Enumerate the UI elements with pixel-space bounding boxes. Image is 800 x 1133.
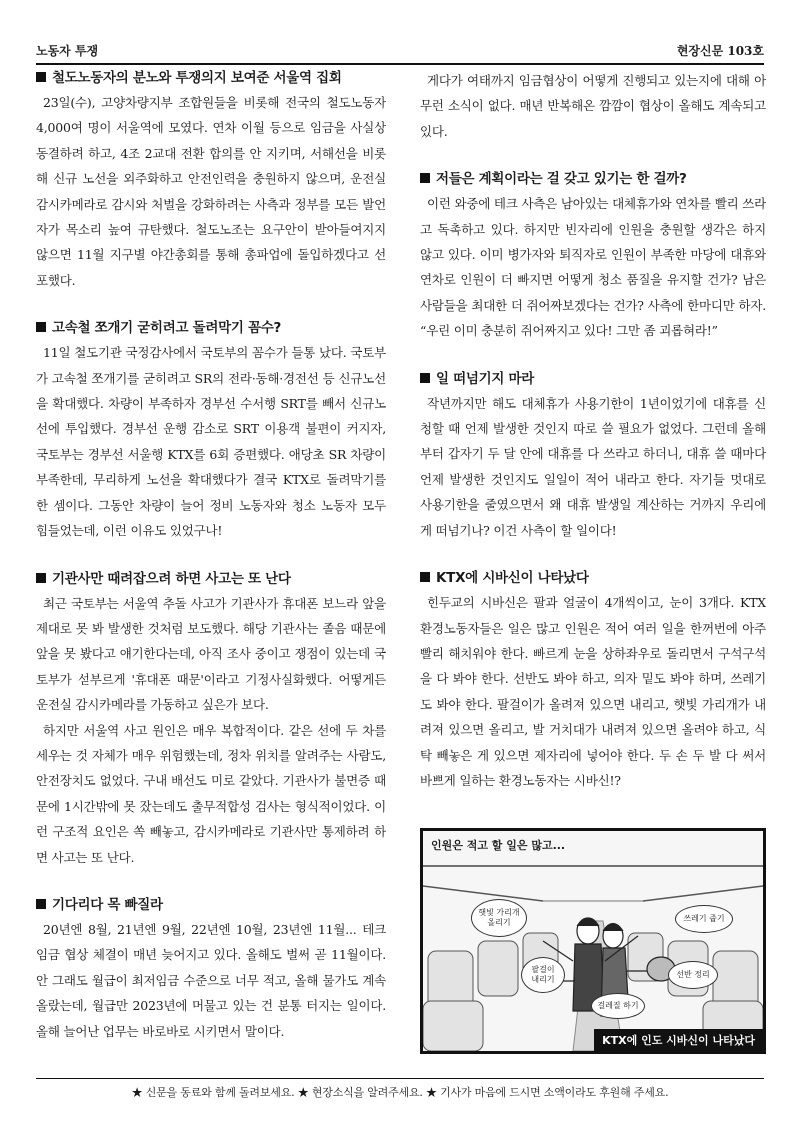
square-bullet-icon (420, 373, 430, 383)
speech-bubble: 팔걸이 내리기 (521, 957, 565, 993)
article-body (420, 391, 766, 543)
square-bullet-icon (36, 72, 46, 82)
paragraph: 23일(수), 고양차량지부 조합원들을 비롯해 전국의 철도노동자 4,000여 명이 서울역에 모였다. 연차 이월 등으로 임금을 사실상 동결하려 하고, 4조 2교대 전환 합의를 안 지키며, 서해선을 비롯해 신규 노선을 외주화하고 안전인력을 충원하지 않으며, 운전실 감시카메라로 감시와 처벌을 강화하려는 사측과 정부를 모든 발언자가 목소리 높여 규탄했다. 철도노조는 요구안이 받아들여지지 않으면 11월 지구별 야간총회를 통해 총파업에 돌입하겠다고 선포했다. (36, 95, 386, 288)
article-body (420, 191, 766, 343)
cartoon-bottom-caption: KTX에 인도 시바신이 나타났다 (594, 1029, 763, 1051)
square-bullet-icon (36, 573, 46, 583)
left-column (36, 68, 386, 1044)
paragraph: 힌두교의 시바신은 팔과 얼굴이 4개씩이고, 눈이 3개다. KTX 환경노동자들은 일은 많고 인원은 적어 여러 일을 한꺼번에 아주 빨리 해치워야 한다. 빠르게 눈을 상하좌우로 돌리면서 구석구석을 다 봐야 한다. 선반도 봐야 하고, 의자 밑도 봐야 하며, 쓰레기도 봐야 한다. 팔걸이가 올려져 있으면 내리고, 햇빛 가리개가 내려져 있으면 올리고, 발 거치대가 내려져 있으면 올려야 하고, 식탁 빼놓은 게 있으면 제자리에 넣어야 한다. 두 손 두 발 다 써서 바쁘게 일하는 환경노동자는 시바신!? (420, 595, 766, 788)
square-bullet-icon (420, 173, 430, 183)
article-body (36, 917, 386, 1044)
article-heading: 기다리다 목 빠질라 (36, 895, 386, 915)
paragraph: 20년엔 8월, 21년엔 9월, 22년엔 10월, 23년엔 11월... 테크 임금 협상 체결이 매년 늦어지고 있다. 올해도 벌써 곧 11월이다. 안 그래도 월급이 최저임금 수준으로 너무 적고, 올해 물가도 계속 올랐는데, 월급만 2023년에 머물고 있는 건 분통 터지는 일이다. 올해 늘어난 업무는 바로바로 시키면서 말이다. (36, 921, 386, 1039)
speech-bubble: 걸레질 하기 (591, 993, 645, 1019)
article-rally (36, 68, 386, 293)
article-heading: 철도노동자의 분노와 투쟁의지 보여준 서울역 집회 (36, 68, 386, 88)
paragraph: 게다가 여태까지 임금협상이 어떻게 진행되고 있는지에 대해 아무런 소식이 없다. 매년 반복해온 깜깜이 협상이 올해도 계속되고 있다. (420, 73, 766, 139)
page-footer (36, 1078, 764, 1100)
square-bullet-icon (36, 322, 46, 332)
article-heading: 고속철 쪼개기 굳히려고 돌려막기 꼼수? (36, 318, 386, 338)
paragraph: 작년까지만 해도 대체휴가 사용기한이 1년이었기에 대휴를 신청할 때 언제 발생한 것인지 따로 쓸 필요가 없었다. 그런데 올해부터 갑자기 두 달 안에 대휴를 다 쓰라고 하더니, 대휴 쓸 때마다 언제 발생한 것인지도 일일이 적어 내라고 한다. 자기들 멋대로 사용기한을 줄였으면서 왜 대휴 발생일 계산하는 거까지 우리에게 떠넘기나? 이건 사측이 할 일이다! (420, 395, 766, 538)
section-label: 노동자 투쟁 (36, 44, 99, 58)
square-bullet-icon (36, 899, 46, 909)
article-no-shifting-work (420, 369, 766, 543)
page-header (36, 36, 764, 66)
cartoon-top-caption: 인원은 적고 할 일은 많고... (431, 839, 566, 852)
speech-bubble: 햇빛 가리개 올리기 (471, 899, 527, 937)
article-body (36, 340, 386, 543)
article-engineer-accident (36, 569, 386, 870)
article-body (420, 590, 766, 793)
article-plan (420, 169, 766, 343)
paragraph: 하지만 서울역 사고 원인은 매우 복합적이다. 같은 선에 두 차를 세우는 것 자체가 매우 위험했는데, 정차 위치를 알려주는 사람도, 안전장치도 없었다. 구내 배선도 미로 같았다. 기관사가 불면증 때문에 1시간밖에 못 잤는데도 출무적합성 검사는 형식적이었다. 이런 구조적 요인은 쏙 빼놓고, 감시카메라로 기관사만 통제하려 하면 사고는 또 난다. (36, 722, 386, 865)
right-column (420, 68, 766, 793)
paragraph: 11일 철도기관 국정감사에서 국토부의 꼼수가 들통 났다. 국토부가 고속철 쪼개기를 굳히려고 SR의 전라·동해·경전선 등 신규노선을 확대했다. 차량이 부족하자 경부선 수서행 SRT를 빼서 신규노선에 투입했다. 경부선 운행 감소로 SRT 이용객 불편이 커지자, 국토부는 경부선 서울행 KTX를 6회 증편했다. 애당초 SR 차량이 부족한데, 무리하게 노선을 확대했다가 결국 KTX로 돌려막기를 한 셈이다. 그동안 차량이 늘어 정비 노동자와 청소 노동자 모두 힘들었는데, 이런 이유도 있었구나! (36, 345, 386, 539)
footer-text: ★ 신문을 동료와 함께 돌려보세요. ★ 현장소식을 알려주세요. ★ 기사가 마음에 드시면 소액이라도 후원해 주세요. (131, 1086, 669, 1099)
speech-bubble: 쓰레기 줍기 (675, 905, 733, 933)
paragraph: 최근 국토부는 서울역 추돌 사고가 기관사가 휴대폰 보느라 앞을 제대로 못 봐 발생한 것처럼 보도했다. 해당 기관사는 졸음 때문에 앞을 못 봤다고 얘기한다는데, 아직 조사 중이고 쟁점이 있는데 국토부가 섣부르게 '휴대폰 때문'이라고 기정사실화했다. 어떻게든 운전실 감시카메라를 가동하고 싶은가 보다. (36, 595, 386, 713)
article-heading: 기관사만 때려잡으려 하면 사고는 또 난다 (36, 569, 386, 589)
issue-label: 현장신문 103호 (676, 44, 764, 58)
article-heading: 저들은 계획이라는 걸 갖고 있기는 한 걸까? (420, 169, 766, 189)
square-bullet-icon (420, 572, 430, 582)
article-wage-continued (420, 68, 766, 144)
article-high-speed-rail (36, 318, 386, 543)
article-heading: KTX에 시바신이 나타났다 (420, 568, 766, 588)
article-wage-wait (36, 895, 386, 1044)
train-interior-drawing (423, 831, 763, 1051)
article-body (36, 90, 386, 293)
article-body (420, 68, 766, 144)
paragraph: 이런 와중에 테크 사측은 남아있는 대체휴가와 연차를 빨리 쓰라고 독촉하고 있다. 하지만 빈자리에 인원을 충원할 생각은 하지 않고 있다. 이미 병가자와 퇴직자로 인원이 부족한 마당에 대휴와 연차로 인원이 더 빠지면 어떻게 청소 품질을 유지할 건가? 남은 사람들을 최대한 더 쥐어짜보겠다는 건가? 사측에 한마디만 하자. “우린 이미 충분히 쥐어짜지고 있다! 그만 좀 괴롭혀라!” (420, 196, 766, 339)
speech-bubble: 선반 정리 (668, 961, 718, 989)
footer-rule (36, 1078, 764, 1079)
header-rule (36, 63, 764, 65)
cartoon-illustration (420, 828, 766, 1054)
article-heading: 일 떠넘기지 마라 (420, 369, 766, 389)
article-body (36, 591, 386, 870)
article-shiva (420, 568, 766, 793)
